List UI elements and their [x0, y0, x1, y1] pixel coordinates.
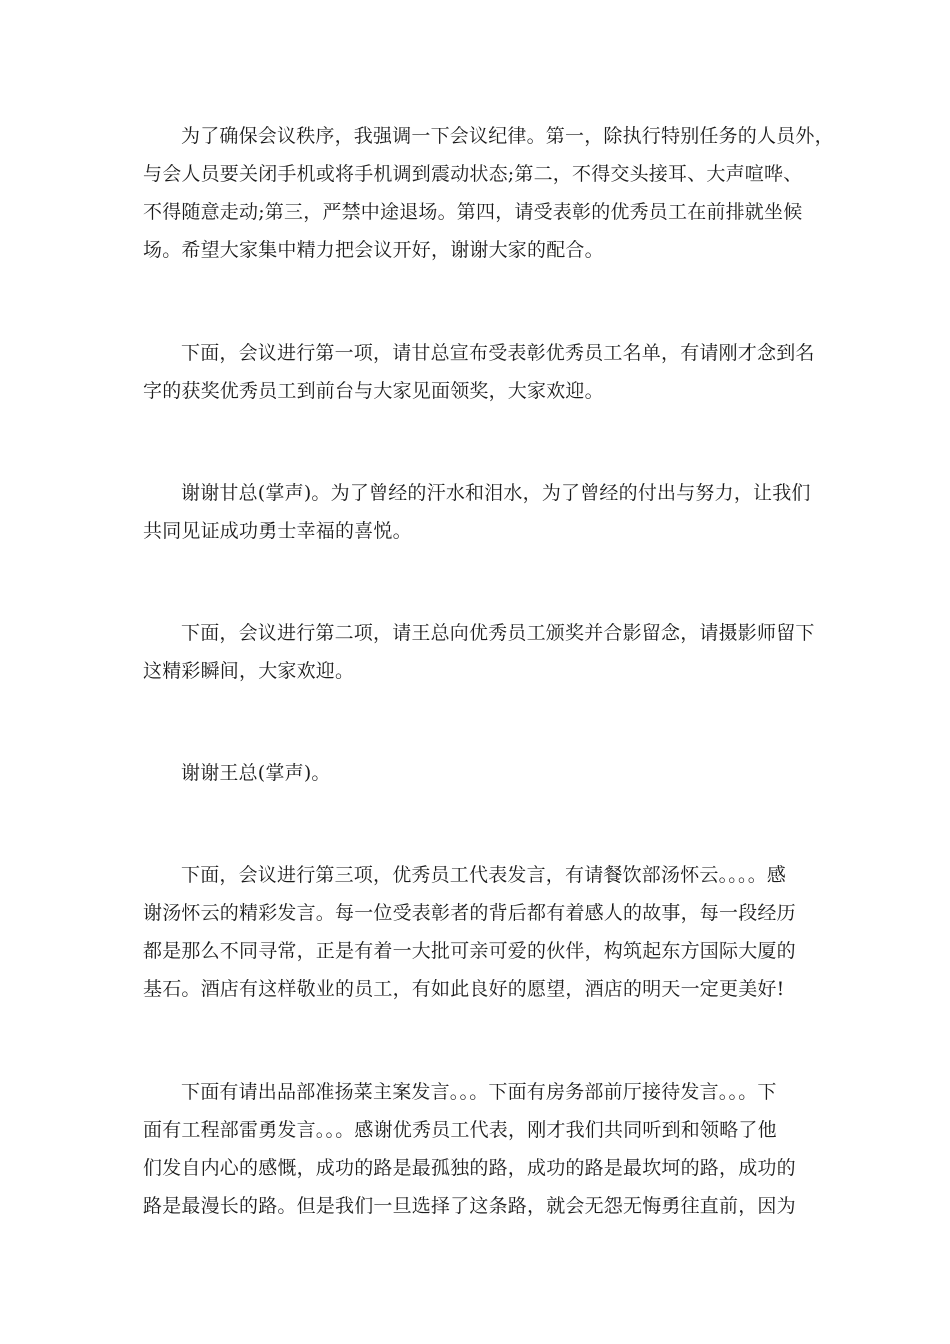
text-line: 下面，会议进行第一项，请甘总宣布受表彰优秀员工名单，有请刚才念到名 [181, 342, 815, 364]
paragraph-agenda-item-3 [143, 856, 811, 1008]
text-line: 基石。酒店有这样敬业的员工，有如此良好的愿望，酒店的明天一定更美好! [143, 978, 785, 1000]
text-line: 不得随意走动;第三，严禁中途退场。第四，请受表彰的优秀员工在前排就坐候 [143, 201, 803, 223]
text-line: 字的获奖优秀员工到前台与大家见面领奖，大家欢迎。 [143, 380, 604, 402]
text-line: 都是那么不同寻常，正是有着一大批可亲可爱的伙伴，构筑起东方国际大厦的 [143, 940, 796, 962]
paragraph-meeting-rules [143, 117, 834, 269]
paragraph-thanks-gan [143, 474, 811, 550]
text-line: 下面，会议进行第二项，请王总向优秀员工颁奖并合影留念，请摄影师留下 [181, 622, 815, 644]
text-line: 们发自内心的感慨，成功的路是最孤独的路，成功的路是最坎坷的路，成功的 [143, 1157, 796, 1179]
text-line: 与会人员要关闭手机或将手机调到震动状态;第二，不得交头接耳、大声喧哗、 [143, 163, 803, 185]
paragraph-agenda-item-2 [143, 614, 815, 690]
paragraph-agenda-item-1 [143, 334, 815, 410]
text-line: 面有工程部雷勇发言。。。感谢优秀员工代表，刚才我们共同听到和领略了他 [143, 1119, 777, 1141]
text-line: 共同见证成功勇士幸福的喜悦。 [143, 520, 412, 542]
paragraph-thanks-wang [143, 754, 811, 792]
text-line: 为了确保会议秩序，我强调一下会议纪律。第一，除执行特别任务的人员外， [181, 125, 834, 147]
text-line: 场。希望大家集中精力把会议开好，谢谢大家的配合。 [143, 239, 604, 261]
text-line: 下面，会议进行第三项，优秀员工代表发言，有请餐饮部汤怀云。。。。感 [181, 864, 787, 886]
text-line: 这精彩瞬间，大家欢迎。 [143, 660, 355, 682]
paragraph-speeches [143, 1073, 811, 1225]
text-line: 谢谢王总(掌声)。 [181, 762, 331, 784]
text-line: 下面有请出品部准扬菜主案发言。。。下面有房务部前厅接待发言。。。下 [181, 1081, 777, 1103]
text-line: 谢谢甘总(掌声)。为了曾经的汗水和泪水，为了曾经的付出与努力，让我们 [181, 482, 811, 504]
text-line: 路是最漫长的路。但是我们一旦选择了这条路，就会无怨无悔勇往直前，因为 [143, 1195, 796, 1217]
text-line: 谢汤怀云的精彩发言。每一位受表彰者的背后都有着感人的故事，每一段经历 [143, 902, 796, 924]
